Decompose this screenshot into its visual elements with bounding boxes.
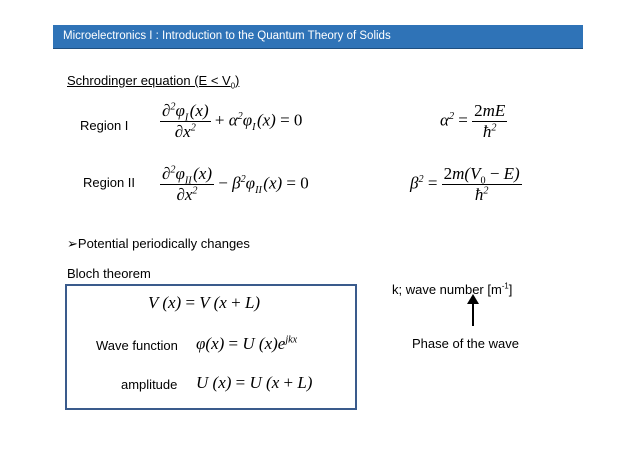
- wave-function-label: Wave function: [96, 338, 178, 353]
- region-2-label: Region II: [83, 175, 136, 190]
- bloch-theorem-title: Bloch theorem: [67, 266, 151, 281]
- region-1-label: Region I: [80, 118, 129, 133]
- amplitude-equation: U (x) = U (x + L): [196, 373, 313, 392]
- phase-of-wave-note: Phase of the wave: [412, 336, 519, 351]
- wave-number-note: k; wave number $[m^{-1}]$: [392, 281, 513, 297]
- slide-title: Microelectronics I : Introduction to the Quantum Theory of Solids: [63, 30, 391, 42]
- up-arrow-shaft: [472, 302, 474, 326]
- section-heading: Schrodinger equation $(E < V_0)$: [67, 73, 240, 91]
- periodic-potential-equation: V (x) = V (x + L): [148, 293, 261, 312]
- region-1-equation: $\frac{\partial^2\varphi_I (x)}{\partial x^2}$ + $\alpha^2\varphi_I$ (x) = 0: [162, 101, 303, 141]
- beta-definition: $\beta^2$ = $\frac{2m(V_0 - E)}{ħ^2}$: [410, 164, 520, 204]
- bullet-periodic-potential: ➢Potential periodically changes: [67, 236, 250, 251]
- wave-function-equation: φ(x) = U $(x)e^{jkx}$: [196, 334, 298, 353]
- region-2-equation: $\frac{\partial^2\varphi_{II} (x)}{\partial x^2}$ − $\beta^2\varphi_{II}$ (x) = 0: [162, 164, 309, 204]
- arrow-bullet-icon: ➢: [67, 236, 78, 251]
- alpha-definition: $\alpha^2$ = $\frac{2mE}{ħ^2}$: [440, 101, 506, 141]
- amplitude-label: amplitude: [121, 377, 178, 392]
- slide-header-bar: [53, 25, 583, 49]
